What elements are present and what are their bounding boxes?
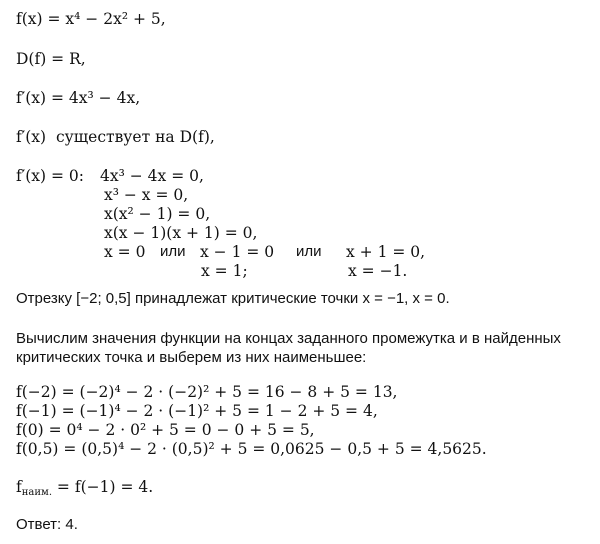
min-rest: = f(−1) = 4. — [52, 478, 154, 496]
root-one-value: x = 1; — [201, 262, 248, 280]
derivative-line: f′(x) = 4x³ − 4x, — [16, 89, 141, 107]
value-f-0-5: f(0,5) = (0,5)⁴ − 2 · (0,5)² + 5 = 0,0625 − 0,5 + 5 = 4,5625. — [16, 440, 487, 458]
value-f-minus-2: f(−2) = (−2)⁴ − 2 · (−2)² + 5 = 16 − 8 + 5 = 13, — [16, 383, 398, 401]
root-zero: x = 0 — [104, 243, 146, 261]
min-subscript: наим. — [21, 487, 52, 498]
compute-intro-line-2: критических точка и выберем из них наименьшее: — [16, 349, 367, 366]
root-one-equation: x − 1 = 0 — [200, 243, 275, 261]
value-f-minus-1: f(−1) = (−1)⁴ − 2 · (−1)² + 5 = 1 − 2 + 5 = 4, — [16, 402, 378, 420]
root-minus-one-equation: x + 1 = 0, — [346, 243, 426, 261]
critical-eq-1: 4x³ − 4x = 0, — [100, 167, 204, 185]
critical-eq-4: x(x − 1)(x + 1) = 0, — [104, 224, 258, 242]
interval-statement: Отрезку [−2; 0,5] принадлежат критические точки x = −1, x = 0. — [16, 290, 450, 307]
root-minus-one-value: x = −1. — [348, 262, 408, 280]
critical-eq-2: x³ − x = 0, — [104, 186, 189, 204]
critical-eq-3: x(x² − 1) = 0, — [104, 205, 211, 223]
or-word-1: или — [160, 243, 186, 260]
min-f-symbol: f — [16, 478, 22, 496]
domain-line: D(f) = R, — [16, 50, 86, 68]
derivative-exists-line: f′(x) существует на D(f), — [16, 128, 215, 146]
function-definition: f(x) = x⁴ − 2x² + 5, — [16, 10, 166, 28]
compute-intro-line-1: Вычислим значения функции на концах заданного промежутка и в найденных — [16, 330, 561, 347]
answer-line: Ответ: 4. — [16, 516, 78, 533]
minimum-value-line — [16, 478, 153, 502]
or-word-2: или — [296, 243, 322, 260]
critical-eq-label: f′(x) = 0: — [16, 167, 85, 185]
value-f-0: f(0) = 0⁴ − 2 · 0² + 5 = 0 − 0 + 5 = 5, — [16, 421, 315, 439]
